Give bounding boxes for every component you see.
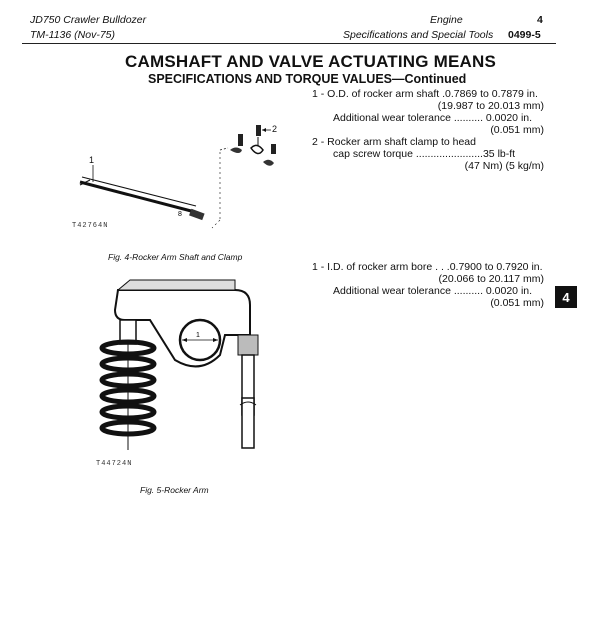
fig5-caption: Fig. 5-Rocker Arm [140, 485, 209, 495]
section-tab: 4 [555, 286, 577, 308]
spec1-line2: (19.987 to 20.013 mm) [437, 100, 544, 112]
spec3-line3: Additional wear tolerance .......... 0.0020 in. [333, 285, 533, 297]
header-page-number: 0499-5 [508, 29, 541, 41]
header-page-group: 4 [537, 14, 543, 26]
spec2-line1: 2 - Rocker arm shaft clamp to head [312, 136, 476, 148]
fig4-callout-2: 2 [272, 124, 278, 134]
page-subtitle: SPECIFICATIONS AND TORQUE VALUES—Continued [148, 72, 467, 86]
header-model: JD750 Crawler Bulldozer [30, 14, 147, 26]
spec1-line1: 1 - O.D. of rocker arm shaft .0.7869 to 0.7879 in. [312, 88, 538, 100]
fig4-callout-1: 1 [89, 155, 95, 165]
fig4-caption: Fig. 4-Rocker Arm Shaft and Clamp [108, 252, 243, 262]
svg-text:1: 1 [196, 332, 200, 339]
header-manual: TM-1136 (Nov-75) [30, 29, 115, 41]
spec1-line4: (0.051 mm) [490, 124, 544, 136]
page-title: CAMSHAFT AND VALVE ACTUATING MEANS [125, 52, 497, 71]
spec3-line1: 1 - I.D. of rocker arm bore . . .0.7900 to 0.7920 in. [312, 261, 543, 273]
svg-text:8: 8 [178, 211, 182, 218]
header-section: Engine [430, 14, 463, 26]
spec2-line2: cap screw torque .......................35 lb-ft [333, 148, 516, 160]
figure-4-illustration [60, 110, 280, 240]
spec1-line3: Additional wear tolerance .......... 0.0020 in. [333, 112, 533, 124]
fig4-image-code: T42764N [72, 222, 109, 230]
spec3-line4: (0.051 mm) [490, 297, 544, 309]
spec2-line3: (47 Nm) (5 kg/m) [464, 160, 544, 172]
fig5-image-code: T44724N [96, 460, 133, 468]
figure-5-illustration [90, 280, 280, 460]
spec3-line2: (20.066 to 20.117 mm) [438, 273, 544, 285]
header-subsection: Specifications and Special Tools [343, 29, 494, 41]
header-rule [22, 43, 556, 44]
